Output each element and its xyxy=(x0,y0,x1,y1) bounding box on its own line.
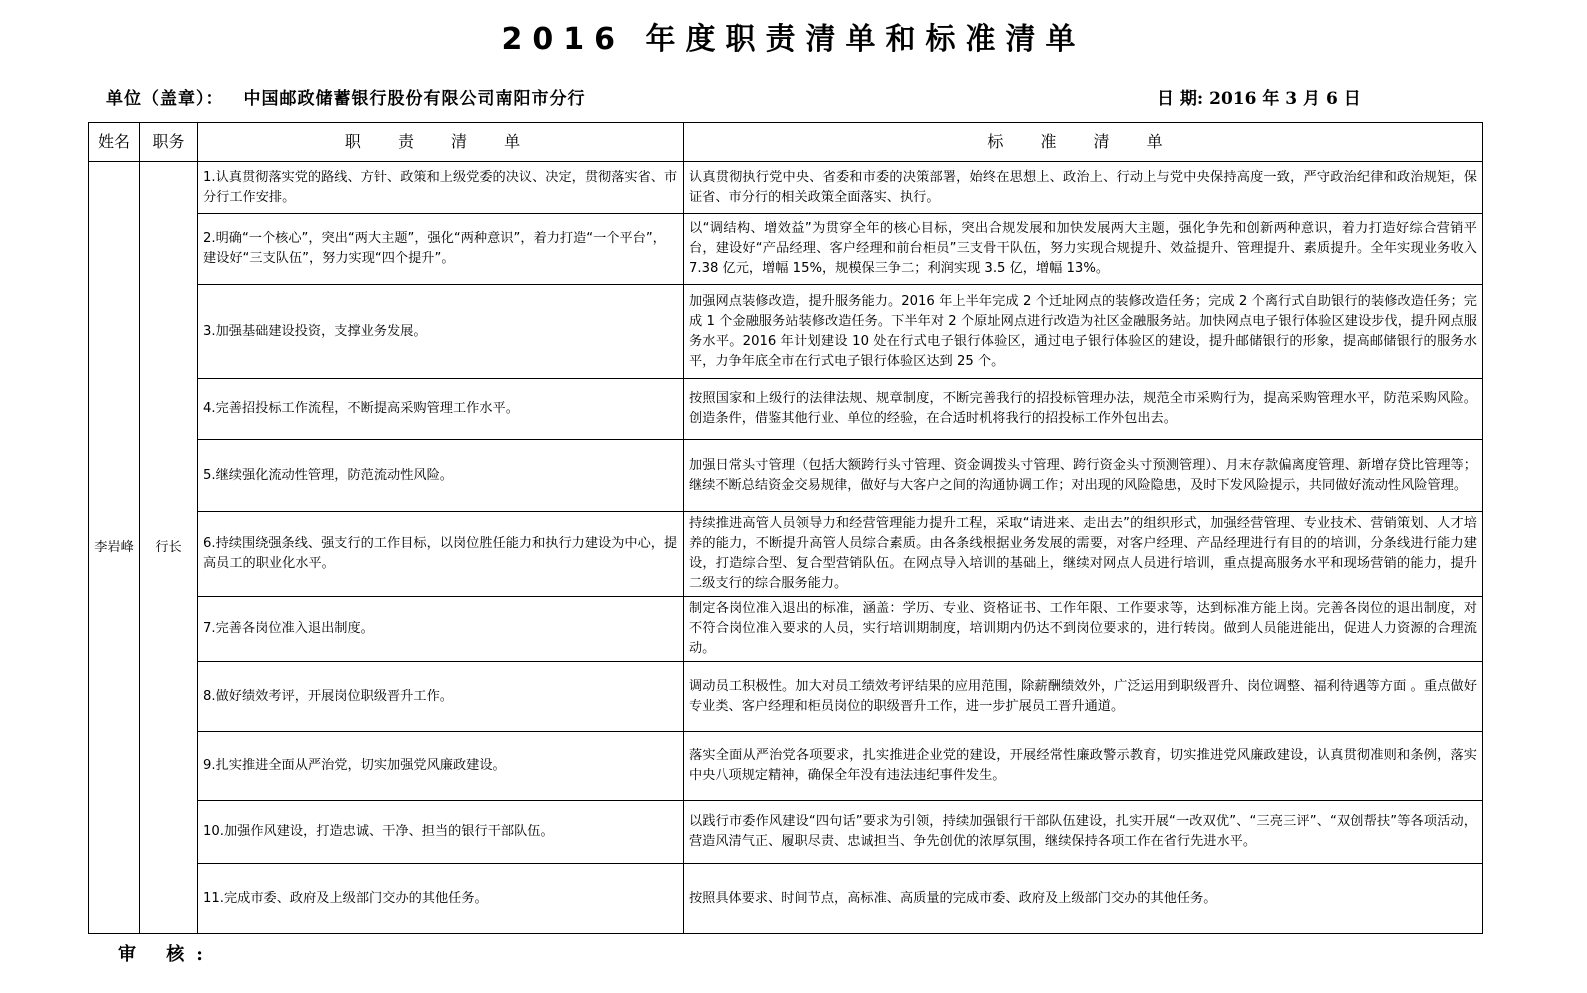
standard-cell: 制定各岗位准入退出的标准，涵盖：学历、专业、资格证书、工作年限、工作要求等，达到标准方能上岗。完善各岗位的退出制度，对不符合岗位准入要求的人员，实行培训期制度，培训期内仍达不到岗位要求的，进行转岗。做到人员能进能出，促进人力资源的合理流动。 xyxy=(684,597,1483,662)
standard-cell: 按照国家和上级行的法律法规、规章制度，不断完善我行的招投标管理办法，规范全市采购行为，提高采购管理水平，防范采购风险。创造条件，借鉴其他行业、单位的经验，在合适时机将我行的招投标工作外包出去。 xyxy=(684,379,1483,440)
person-name: 李岩峰 xyxy=(89,162,140,934)
table-row xyxy=(89,440,1483,512)
person-position: 行长 xyxy=(140,162,198,934)
duty-cell: 8.做好绩效考评，开展岗位职级晋升工作。 xyxy=(198,662,684,732)
header-position: 职务 xyxy=(140,123,198,162)
standard-cell: 落实全面从严治党各项要求，扎实推进企业党的建设，开展经常性廉政警示教育，切实推进党风廉政建设，认真贯彻准则和条例，落实中央八项规定精神，确保全年没有违法违纪事件发生。 xyxy=(684,732,1483,801)
table-row xyxy=(89,597,1483,662)
duty-cell: 3.加强基础建设投资，支撑业务发展。 xyxy=(198,285,684,379)
duty-cell: 5.继续强化流动性管理，防范流动性风险。 xyxy=(198,440,684,512)
table-row xyxy=(89,662,1483,732)
table-row xyxy=(89,801,1483,864)
table-row xyxy=(89,214,1483,285)
duty-cell: 9.扎实推进全面从严治党，切实加强党风廉政建设。 xyxy=(198,732,684,801)
duty-cell: 1.认真贯彻落实党的路线、方针、政策和上级党委的决议、决定，贯彻落实省、市分行工作安排。 xyxy=(198,162,684,214)
date-line xyxy=(1157,84,1361,109)
unit-line xyxy=(106,84,586,109)
page-title: 2016 年度职责清单和标准清单 xyxy=(501,22,1086,57)
date-value: 2016 年 3 月 6 日 xyxy=(1209,89,1361,109)
header-standards: 标 准 清 单 xyxy=(684,123,1483,162)
standard-cell: 持续推进高管人员领导力和经营管理能力提升工程，采取“请进来、走出去”的组织形式，加强经营管理、专业技术、营销策划、人才培养的能力，不断提升高管人员综合素质。由各条线根据业务发展的需要，对客户经理、产品经理进行有目的的培训，分条线进行能力建设，打造综合型、复合型营销队伍。在网点导入培训的基础上，继续对网点人员进行培训，重点提高服务水平和现场营销的能力，提升二级支行的综合服务能力。 xyxy=(684,512,1483,597)
table-row xyxy=(89,732,1483,801)
duty-cell: 2.明确“一个核心”，突出“两大主题”，强化“两种意识”，着力打造“一个平台”，建设好“三支队伍”，努力实现“四个提升”。 xyxy=(198,214,684,285)
table-row xyxy=(89,512,1483,597)
table-row xyxy=(89,864,1483,934)
table-header-row xyxy=(89,123,1483,162)
standard-cell: 按照具体要求、时间节点，高标准、高质量的完成市委、政府及上级部门交办的其他任务。 xyxy=(684,864,1483,934)
header-duties: 职 责 清 单 xyxy=(198,123,684,162)
duty-standard-table xyxy=(88,122,1483,934)
table-row xyxy=(89,162,1483,214)
duty-cell: 6.持续围绕强条线、强支行的工作目标，以岗位胜任能力和执行力建设为中心，提高员工的职业化水平。 xyxy=(198,512,684,597)
duty-cell: 10.加强作风建设，打造忠诚、干净、担当的银行干部队伍。 xyxy=(198,801,684,864)
unit-label: 单位（盖章）： xyxy=(106,89,224,109)
standard-cell: 以践行市委作风建设“四句话”要求为引领，持续加强银行干部队伍建设，扎实开展“一改双优”、“三亮三评”、“双创帮扶”等各项活动，营造风清气正、履职尽责、忠诚担当、争先创优的浓厚氛围，继续保持各项工作在省行先进水平。 xyxy=(684,801,1483,864)
duty-cell: 11.完成市委、政府及上级部门交办的其他任务。 xyxy=(198,864,684,934)
standard-cell: 调动员工积极性。加大对员工绩效考评结果的应用范围，除薪酬绩效外，广泛运用到职级晋升、岗位调整、福利待遇等方面 。重点做好专业类、客户经理和柜员岗位的职级晋升工作，进一步扩展员工晋升通道。 xyxy=(684,662,1483,732)
table-row xyxy=(89,379,1483,440)
duty-cell: 4.完善招投标工作流程，不断提高采购管理工作水平。 xyxy=(198,379,684,440)
header-name: 姓名 xyxy=(89,123,140,162)
table-row xyxy=(89,285,1483,379)
reviewer-label: 审 核: xyxy=(118,944,215,965)
standard-cell: 认真贯彻执行党中央、省委和市委的决策部署，始终在思想上、政治上、行动上与党中央保持高度一致，严守政治纪律和政治规矩，保证省、市分行的相关政策全面落实、执行。 xyxy=(684,162,1483,214)
date-label: 日 期: xyxy=(1157,89,1204,109)
standard-cell: 以“调结构、增效益”为贯穿全年的核心目标，突出合规发展和加快发展两大主题，强化争先和创新两种意识，着力打造好综合营销平台，建设好“产品经理、客户经理和前台柜员”三支骨干队伍，努力实现合规提升、效益提升、管理提升、素质提升。全年实现业务收入 7.38 亿元，增幅 15%，规模保三争二；利润实现 3.5 亿，增幅 13%。 xyxy=(684,214,1483,285)
duty-cell: 7.完善各岗位准入退出制度。 xyxy=(198,597,684,662)
unit-name: 中国邮政储蓄银行股份有限公司南阳市分行 xyxy=(243,89,586,109)
standard-cell: 加强网点装修改造，提升服务能力。2016 年上半年完成 2 个迁址网点的装修改造任务；完成 2 个离行式自助银行的装修改造任务；完成 1 个金融服务站装修改造任务。下半年对 2 个原址网点进行改造为社区金融服务站。加快网点电子银行体验区建设步伐，提升网点服务水平。2016 年计划建设 10 处在行式电子银行体验区，通过电子银行体验区的建设，提升邮储银行的形象，提高邮储银行的服务水平，力争年底全市在行式电子银行体验区达到 25 个。 xyxy=(684,285,1483,379)
standard-cell: 加强日常头寸管理（包括大额跨行头寸管理、资金调拨头寸管理、跨行资金头寸预测管理）、月末存款偏离度管理、新增存贷比管理等；继续不断总结资金交易规律，做好与大客户之间的沟通协调工作；对出现的风险隐患，及时下发风险提示，共同做好流动性风险管理。 xyxy=(684,440,1483,512)
